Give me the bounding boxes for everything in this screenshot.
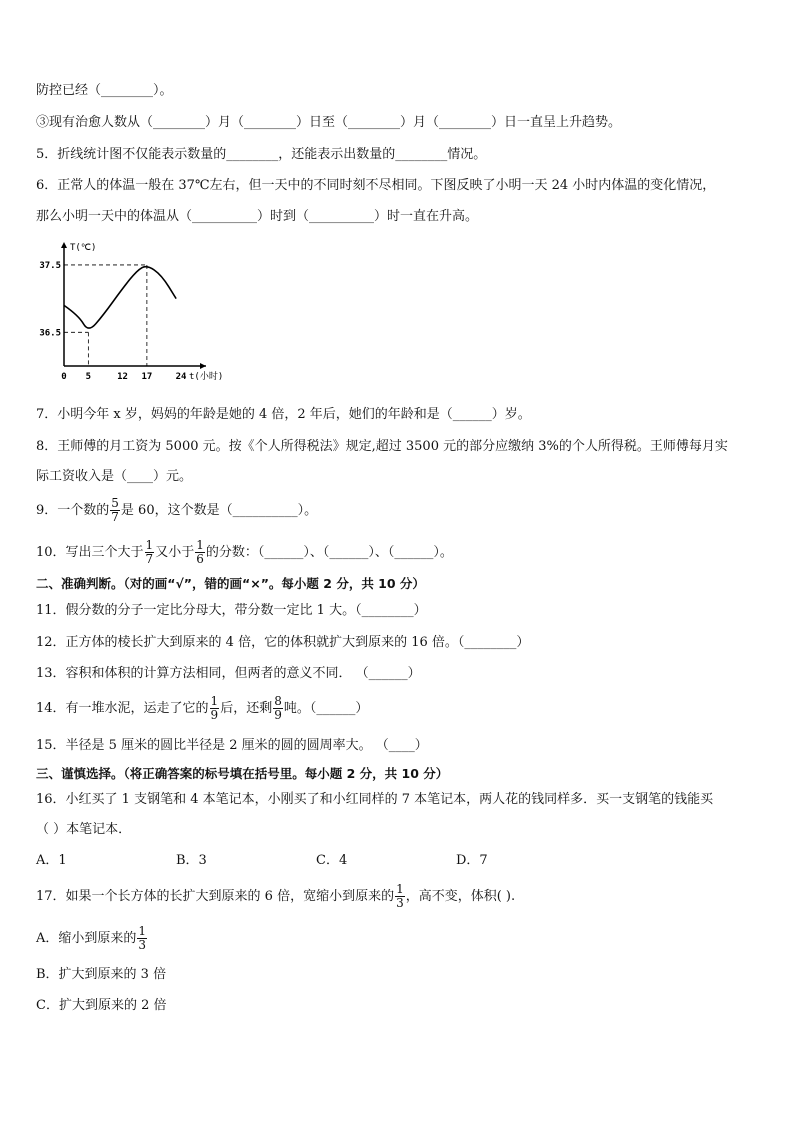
option-c: C．4 — [316, 853, 348, 868]
x-axis-arrow — [200, 363, 206, 369]
x-tick-label-5: 5 — [85, 372, 92, 382]
option-b: B．3 — [176, 853, 207, 868]
question-10-text-end: 的分数：（______）、（______）、（______）。 — [205, 545, 453, 560]
option-a: A．1 — [36, 853, 67, 868]
question-17-option-c: C．扩大到原来的 2 倍 — [36, 998, 167, 1013]
line-prevention: 防控已经（________）。 — [36, 83, 173, 98]
question-6-line1: 6．正常人的体温一般在 37℃左右，但一天中的不同时刻不尽相同。下图反映了小明一天 24 小时内体温的变化情况， — [36, 178, 716, 193]
y-axis-label: T(℃) — [70, 243, 97, 253]
temperature-chart — [34, 238, 234, 386]
fraction-1-3: $\frac{1}{3}$ — [396, 882, 404, 910]
question-17 — [36, 882, 515, 912]
x-axis-label: t(小时) — [189, 372, 224, 382]
line-recovered-trend: ③现有治愈人数从（________）月（________）日至（________）月（________）日一直呈上升趋势。 — [36, 115, 622, 130]
question-15: 15．半径是 5 厘米的圆比半径是 2 厘米的圆的圆周率大。 （____） — [36, 738, 428, 753]
question-9-text-end: 是 60，这个数是（__________）。 — [120, 503, 318, 518]
question-17-option-b: B．扩大到原来的 3 倍 — [36, 967, 167, 982]
question-10-text: 10．写出三个大于 — [36, 545, 144, 560]
question-8-line2: 际工资收入是（____）元。 — [36, 469, 193, 484]
section-2-heading: 二、准确判断。（对的画“√”，错的画“×”。每小题 2 分，共 10 分） — [36, 576, 425, 591]
question-14-text-end: 吨。（______） — [283, 701, 369, 716]
y-tick-label-36.5: 36.5 — [39, 328, 61, 339]
question-10 — [36, 538, 453, 568]
question-14 — [36, 694, 368, 724]
fraction-5-7: $\frac{5}{7}$ — [111, 496, 119, 524]
question-5: 5．折线统计图不仅能表示数量的________，还能表示出数量的________情况。 — [36, 147, 487, 162]
question-7: 7．小明今年 x 岁，妈妈的年龄是她的 4 倍，2 年后，她们的年龄和是（______）岁。 — [36, 407, 531, 422]
x-tick-label-12: 12 — [117, 372, 128, 382]
question-16-line2: （ ）本笔记本． — [36, 822, 132, 837]
question-16-options — [36, 852, 596, 870]
fraction-1-7: $\frac{1}{7}$ — [145, 538, 154, 566]
question-14-text-mid: 后，还剩 — [220, 701, 273, 716]
x-tick-label-24: 24 — [175, 372, 187, 382]
fraction-1-3-option: $\frac{1}{3}$ — [138, 924, 147, 952]
question-13: 13．容积和体积的计算方法相同，但两者的意义不同． （______） — [36, 666, 421, 681]
question-12: 12．正方体的棱长扩大到原来的 4 倍，它的体积就扩大到原来的 16 倍。（________） — [36, 635, 530, 650]
question-6-line2: 那么小明一天中的体温从（__________）时到（__________）时一直在升高。 — [36, 209, 479, 224]
question-10-text-mid: 又小于 — [155, 545, 195, 560]
question-17-option-a — [36, 924, 148, 954]
y-tick-label-37.5: 37.5 — [39, 260, 61, 271]
option-a-text: A．缩小到原来的 — [36, 931, 137, 946]
option-d: D．7 — [456, 853, 488, 868]
question-17-text-end: ，高不变，体积( ). — [405, 889, 516, 904]
question-11: 11．假分数的分子一定比分母大，带分数一定比 1 大。（________） — [36, 603, 427, 618]
question-16-line1: 16．小红买了 1 支钢笔和 4 本笔记本，小刚买了和小红同样的 7 本笔记本，两人花的钱同样多．买一支钢笔的钱能买 — [36, 792, 714, 807]
fraction-8-9: $\frac{8}{9}$ — [274, 694, 282, 722]
question-9 — [36, 496, 317, 526]
section-3-heading: 三、谨慎选择。（将正确答案的标号填在括号里。每小题 2 分，共 10 分） — [36, 766, 449, 781]
question-9-text: 9．一个数的 — [36, 503, 110, 518]
question-8-line1: 8．王师傅的月工资为 5000 元。按《个人所得税法》规定,超过 3500 元的部分应缴纳 3%的个人所得税。王师傅每月实 — [36, 439, 728, 454]
fraction-1-6: $\frac{1}{6}$ — [196, 538, 204, 566]
question-17-text: 17．如果一个长方体的长扩大到原来的 6 倍，宽缩小到原来的 — [36, 889, 395, 904]
x-tick-label-0: 0 — [61, 372, 67, 382]
question-14-text: 14．有一堆水泥，运走了它的 — [36, 701, 209, 716]
temperature-series-line — [64, 267, 176, 328]
x-tick-label-17: 17 — [141, 372, 153, 382]
y-axis-arrow — [61, 242, 67, 248]
fraction-1-9: $\frac{1}{9}$ — [210, 694, 219, 722]
